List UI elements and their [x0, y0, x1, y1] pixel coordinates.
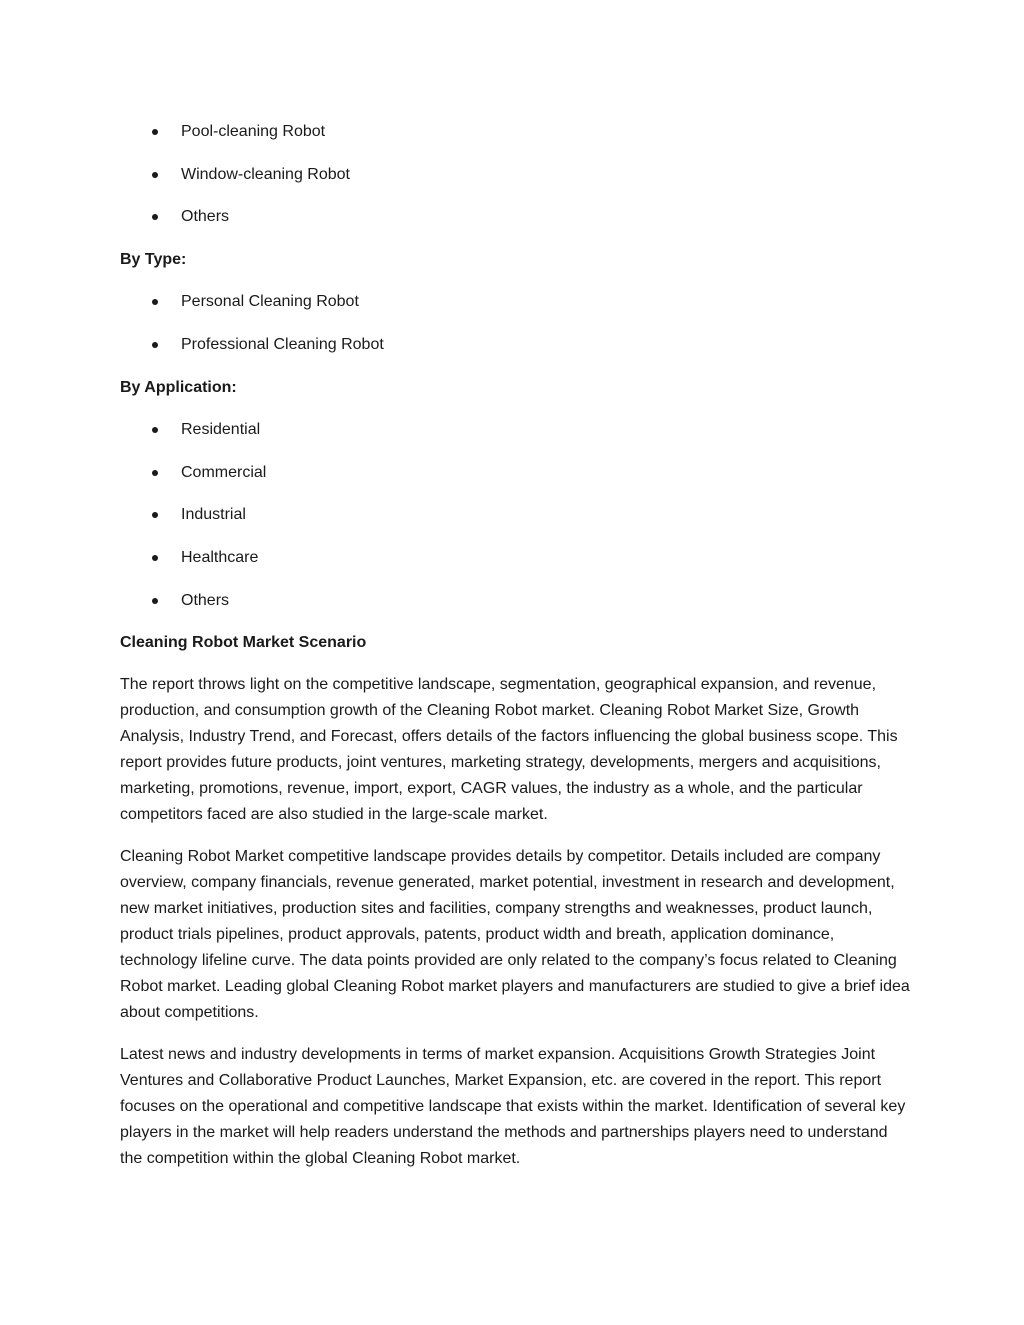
list-item	[120, 329, 910, 372]
bullet-icon	[152, 512, 158, 518]
by-type-heading: By Type:	[120, 250, 187, 268]
bullet-icon	[152, 598, 158, 604]
bullet-icon	[152, 555, 158, 561]
list-item-label: Residential	[181, 421, 261, 439]
list-item	[120, 542, 910, 585]
scenario-body	[120, 672, 910, 1172]
bullet-icon	[152, 172, 158, 178]
list-item	[120, 457, 910, 500]
bullet-icon	[152, 129, 158, 135]
list-item	[120, 414, 910, 457]
list-item-label: Window-cleaning Robot	[181, 165, 350, 183]
by-application-list	[120, 414, 910, 627]
bullet-icon	[152, 470, 158, 476]
scenario-heading: Cleaning Robot Market Scenario	[120, 634, 367, 652]
list-item	[120, 585, 910, 628]
list-item	[120, 499, 910, 542]
list-item-label: Commercial	[181, 463, 267, 481]
list-item-label: Healthcare	[181, 548, 259, 566]
list-item	[120, 286, 910, 329]
list-item-label: Professional Cleaning Robot	[181, 335, 384, 353]
list-item-label: Industrial	[181, 506, 246, 524]
list-item-label: Others	[181, 591, 230, 609]
segment-list-top	[120, 116, 910, 244]
by-application-heading: By Application:	[120, 378, 237, 396]
list-item-label: Pool-cleaning Robot	[181, 123, 326, 140]
by-type-list	[120, 286, 910, 371]
document-page	[120, 116, 910, 1188]
list-item-label: Personal Cleaning Robot	[181, 293, 359, 311]
bullet-icon	[152, 299, 158, 305]
bullet-icon	[152, 214, 158, 220]
list-item-label: Others	[181, 208, 230, 226]
list-item	[120, 116, 910, 159]
list-item	[120, 159, 910, 202]
bullet-icon	[152, 427, 158, 433]
body-paragraph: The report throws light on the competitive landscape, segmentation, geographical expansion, and revenue, production, and consumption growth of the Cleaning Robot market. Cleaning Robot Market Size, Growth Analysis, Industry Trend, and Forecast, offers details of the factors influencing the global business scope. This report provides future products, joint ventures, marketing strategy, developments, mergers and acquisitions, marketing, promotions, revenue, import, export, CAGR values, the industry as a whole, and the particular competitors faced are also studied in the large-scale market.	[120, 675, 898, 823]
body-paragraph: Cleaning Robot Market competitive landscape provides details by competitor. Details included are company overview, company financials, revenue generated, market potential, investment in research and development, new market initiatives, production sites and facilities, company strengths and weaknesses, product launch, product trials pipelines, product approvals, patents, product width and breath, application dominance, technology lifeline curve. The data points provided are only related to the company’s focus related to Cleaning Robot market. Leading global Cleaning Robot market players and manufacturers are studied to give a brief idea about competitions.	[120, 847, 910, 1021]
bullet-icon	[152, 342, 158, 348]
body-paragraph: Latest news and industry developments in terms of market expansion. Acquisitions Growth Strategies Joint Ventures and Collaborative Product Launches, Market Expansion, etc. are covered in the report. This report focuses on the operational and competitive landscape that exists within the market. Identification of several key players in the market will help readers understand the methods and partnerships players need to understand the competition within the global Cleaning Robot market.	[120, 1045, 906, 1167]
list-item	[120, 201, 910, 244]
